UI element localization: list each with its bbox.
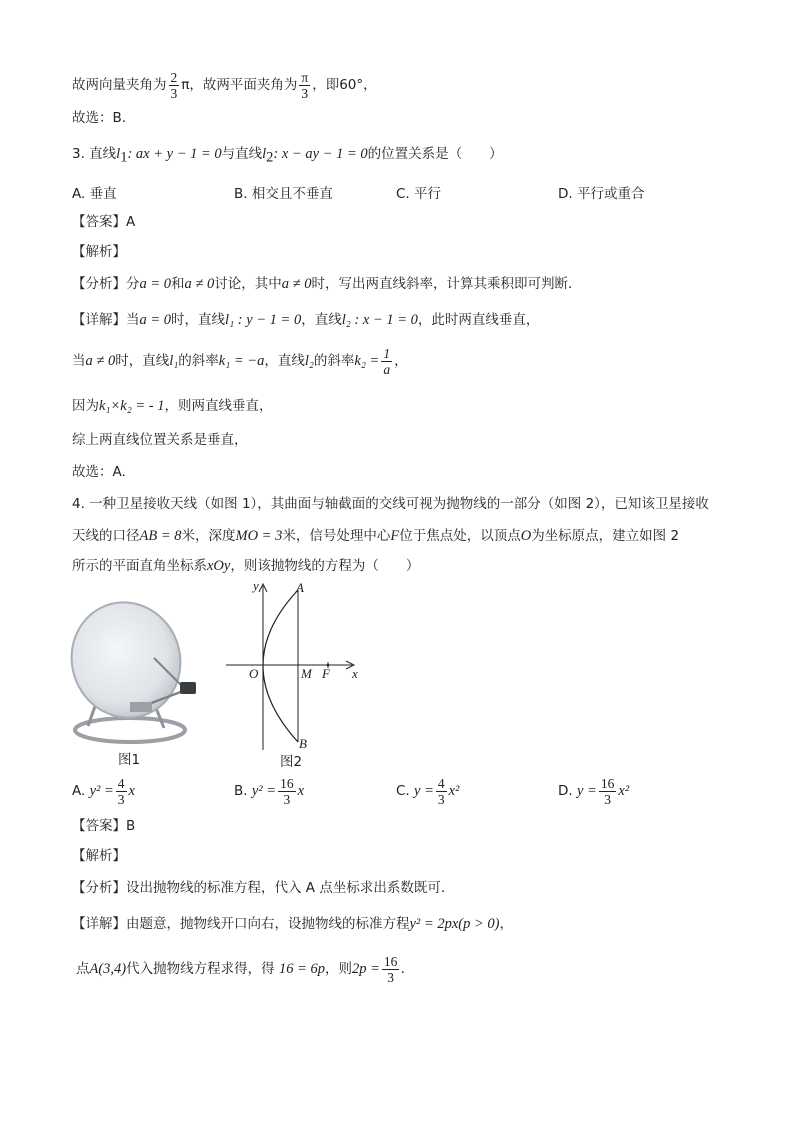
text: 故两向量夹角为 <box>72 77 167 93</box>
q3-answer: 【答案】A <box>72 214 136 230</box>
q4-option-d: D. y = $\frac{16}{3}$ x² <box>558 776 630 807</box>
q3-analysis-title: 【解析】 <box>72 244 126 260</box>
figure-2-caption: 图2 <box>280 754 303 770</box>
q2-angle-line <box>72 70 377 101</box>
satellite-dish-illustration <box>68 598 208 768</box>
fraction: $\frac{1}{a}$ <box>383 346 391 377</box>
q3-option-c: C. 平行 <box>396 186 442 202</box>
figure-1-caption: 图1 <box>118 752 141 768</box>
text: ，即60°， <box>312 77 377 93</box>
label-F: F <box>322 666 330 681</box>
q4-substitution: 点A(3,4)代入抛物线方程求得，得 16 = 6p，则2p = $\frac{16}{3}$ . <box>76 954 406 985</box>
q3-option-a: A. 垂直 <box>72 186 117 202</box>
figure-1-satellite-dish <box>68 598 208 768</box>
label-M: M <box>301 666 312 681</box>
label-x: x <box>352 666 358 681</box>
text: π，故两平面夹角为 <box>181 77 298 93</box>
fraction: $\frac{2}{3}$ <box>170 70 178 101</box>
q4-fenxi: 【分析】设出抛物线的标准方程，代入 A 点坐标求出系数既可. <box>72 880 446 896</box>
q4-stem-line3: 所示的平面直角坐标系xOy，则该抛物线的方程为（ ） <box>72 558 420 574</box>
q3-choice: 故选：A. <box>72 464 126 480</box>
q4-stem-line1: 4. 一种卫星接收天线（如图 1），其曲面与轴截面的交线可视为抛物线的一部分（如图 2），已知该卫星接收 <box>72 496 709 512</box>
q4-stem-line2: 天线的口径AB = 8米，深度MO = 3米，信号处理中心F位于焦点处，以顶点O为坐标原点，建立如图 2 <box>72 528 680 544</box>
label-A: A <box>296 580 304 595</box>
q2-choice: 故选：B. <box>72 110 127 126</box>
q3-fenxi: 【分析】分a = 0和a ≠ 0讨论，其中a ≠ 0时，写出两直线斜率，计算其乘积即可判断. <box>72 276 573 292</box>
q4-option-c: C. y = $\frac{4}{3}$ x² <box>396 776 460 807</box>
q4-option-b: B. y² = $\frac{16}{3}$ x <box>234 776 304 807</box>
q3-option-d: D. 平行或重合 <box>558 186 645 202</box>
q3-xiangjie: 【详解】当a = 0时，直线l₁ : y − 1 = 0，直线l₂ : x − 1 = 0，此时两直线垂直， <box>72 312 540 328</box>
figure-2-parabola-diagram <box>220 578 370 768</box>
q4-answer: 【答案】B <box>72 818 136 834</box>
parabola-diagram <box>220 578 370 768</box>
q4-option-a: A. y² = $\frac{4}{3}$ x <box>72 776 135 807</box>
q3-option-b: B. 相交且不垂直 <box>234 186 333 202</box>
q3-summary: 综上两直线位置关系是垂直， <box>72 432 248 448</box>
q4-analysis-title: 【解析】 <box>72 848 126 864</box>
q3-slope-line: 当a ≠ 0时，直线l₁的斜率k₁ = −a，直线l₂的斜率k₂ = $\frac{1}{a}$ ， <box>72 346 408 377</box>
q3-stem: 3. 直线$l_1$: ax + y − 1 = 0与直线$l_2$: x − ay − 1 = 0的位置关系是（ ） <box>72 146 503 166</box>
label-O: O <box>249 666 259 681</box>
q3-product-line: 因为k₁×k₂ = - 1，则两直线垂直， <box>72 398 273 414</box>
label-y: y <box>253 578 259 593</box>
fraction: $\frac{\pi}{3}$ <box>301 70 309 101</box>
label-B: B <box>299 736 307 751</box>
q4-xiangjie: 【详解】由题意，抛物线开口向右，设抛物线的标准方程y² = 2px(p > 0)， <box>72 916 513 932</box>
